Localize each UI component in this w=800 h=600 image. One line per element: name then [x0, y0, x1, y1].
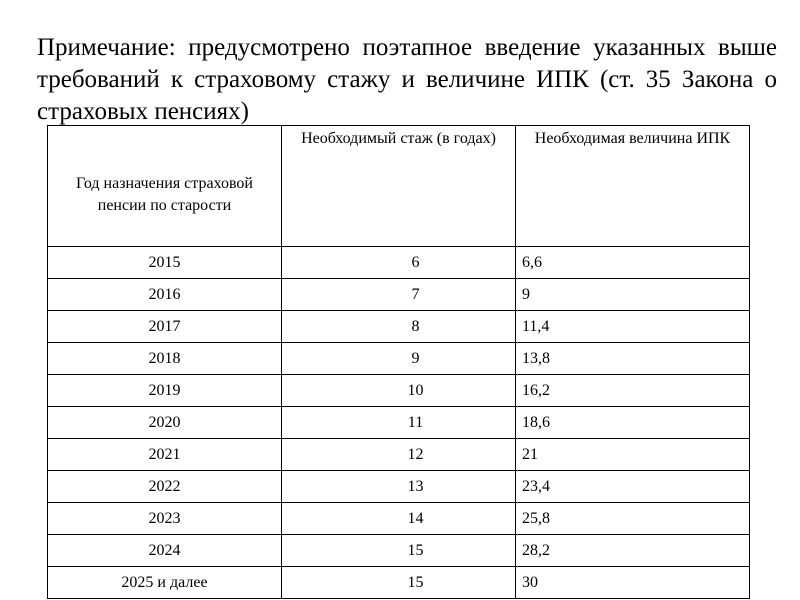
year-cell: 2023 [48, 503, 282, 535]
ipk-cell: 16,2 [516, 375, 750, 407]
table-row [48, 503, 750, 535]
ipk-cell: 9 [516, 279, 750, 311]
year-cell: 2017 [48, 311, 282, 343]
experience-cell: 9 [282, 343, 516, 375]
year-cell: 2016 [48, 279, 282, 311]
table-row [48, 343, 750, 375]
ipk-cell: 23,4 [516, 471, 750, 503]
year-cell: 2020 [48, 407, 282, 439]
header-year: Год назначения страховой пенсии по старости [48, 126, 282, 247]
experience-cell: 10 [282, 375, 516, 407]
table-header [48, 126, 750, 247]
table-row [48, 311, 750, 343]
experience-cell: 15 [282, 535, 516, 567]
table-body [48, 247, 750, 599]
experience-cell: 8 [282, 311, 516, 343]
year-cell: 2015 [48, 247, 282, 279]
table-row [48, 375, 750, 407]
experience-cell: 11 [282, 407, 516, 439]
year-cell: 2022 [48, 471, 282, 503]
ipk-cell: 21 [516, 439, 750, 471]
table-row [48, 567, 750, 599]
experience-cell: 12 [282, 439, 516, 471]
ipk-cell: 18,6 [516, 407, 750, 439]
experience-cell: 15 [282, 567, 516, 599]
experience-cell: 13 [282, 471, 516, 503]
year-cell: 2024 [48, 535, 282, 567]
header-row [48, 126, 750, 247]
table-row [48, 407, 750, 439]
experience-cell: 6 [282, 247, 516, 279]
experience-cell: 7 [282, 279, 516, 311]
ipk-cell: 30 [516, 567, 750, 599]
year-cell: 2025 и далее [48, 567, 282, 599]
ipk-cell: 13,8 [516, 343, 750, 375]
year-cell: 2018 [48, 343, 282, 375]
table-row [48, 279, 750, 311]
ipk-cell: 11,4 [516, 311, 750, 343]
year-cell: 2019 [48, 375, 282, 407]
note-paragraph: Примечание: предусмотрено поэтапное введение указанных выше требований к страховому стажу и величине ИПК (ст. 35 Закона о страховых пенсиях) [37, 34, 777, 125]
experience-cell: 14 [282, 503, 516, 535]
ipk-cell: 28,2 [516, 535, 750, 567]
ipk-cell: 25,8 [516, 503, 750, 535]
year-cell: 2021 [48, 439, 282, 471]
header-ipk: Необходимая величина ИПК [516, 126, 750, 247]
table-row [48, 247, 750, 279]
table-row [48, 535, 750, 567]
table-row [48, 439, 750, 471]
header-experience: Необходимый стаж (в годах) [282, 126, 516, 247]
ipk-cell: 6,6 [516, 247, 750, 279]
table-row [48, 471, 750, 503]
requirements-table [47, 125, 750, 599]
